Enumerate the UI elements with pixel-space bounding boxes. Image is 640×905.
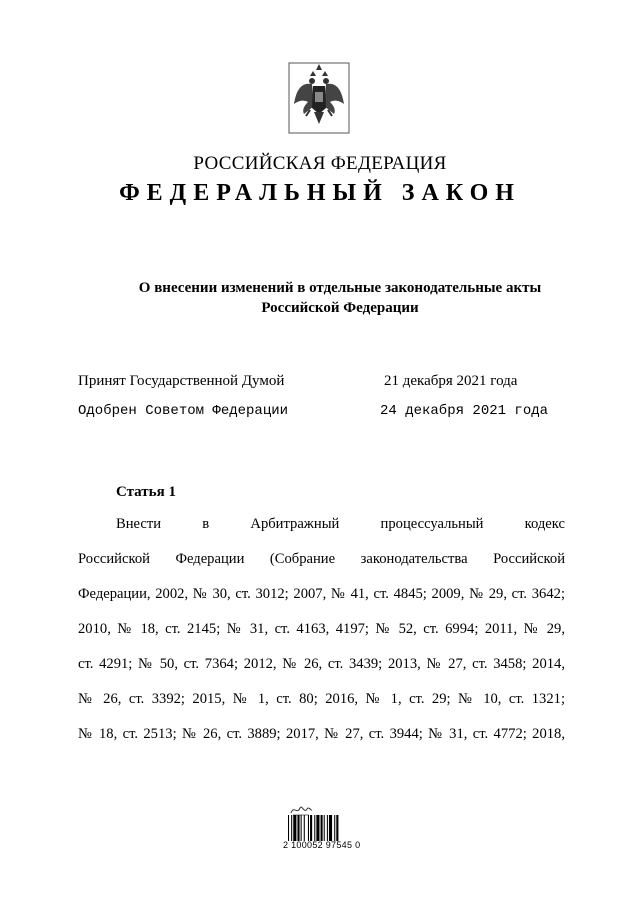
russian-coat-of-arms-icon (288, 62, 350, 134)
barcode-bar (301, 815, 302, 841)
barcode-bar (314, 815, 315, 841)
barcode-bar (297, 815, 299, 841)
law-title-line-1: О внесении изменений в отдельные законодательные акты (138, 280, 542, 296)
barcode-bar (327, 815, 328, 841)
barcode-bar (321, 815, 323, 841)
council-approval-date: 24 декабря 2021 года (380, 403, 549, 419)
barcode-bar (293, 815, 296, 841)
article-line: Российской Федерации (Собрание законодательства Российской (78, 551, 565, 567)
country-name: РОССИЙСКАЯ ФЕДЕРАЦИЯ (193, 153, 447, 174)
article-line: ст. 4291; № 50, ст. 7364; 2012, № 26, ст. 3439; 2013, № 27, ст. 3458; 2014, (78, 656, 565, 672)
article-line: № 26, ст. 3392; 2015, № 1, ст. 80; 2016, № 1, ст. 29; № 10, ст. 1321; (78, 691, 565, 707)
article-heading: Статья 1 (116, 484, 176, 500)
article-line: Федерации, 2002, № 30, ст. 3012; 2007, № 41, ст. 4845; 2009, № 29, ст. 3642; (78, 586, 565, 602)
law-title (100, 278, 580, 318)
article-line: 2010, № 18, ст. 2145; № 31, ст. 4163, 4197; № 52, ст. 6994; 2011, № 29, (78, 621, 565, 637)
duma-adoption-date: 21 декабря 2021 года (384, 373, 518, 389)
barcode-bar (304, 815, 305, 841)
duma-adoption-label: Принят Государственной Думой (78, 373, 285, 389)
barcode-bar (316, 815, 319, 841)
article-line: № 18, ст. 2513; № 26, ст. 3889; 2017, № 27, ст. 3944; № 31, ст. 4772; 2018, (78, 726, 565, 742)
article-line: Внести в Арбитражный процессуальный кодекс (116, 516, 565, 532)
barcode-bar (291, 815, 292, 841)
barcode-bar (288, 815, 289, 841)
barcode-bar (334, 815, 335, 841)
law-title-line-2: Российской Федерации (261, 300, 419, 316)
barcode-bar (308, 815, 309, 841)
barcode-bar (336, 815, 338, 841)
barcode-icon (288, 815, 358, 841)
barcode-bar (324, 815, 325, 841)
document-type: ФЕДЕРАЛЬНЫЙ ЗАКОН (119, 180, 521, 206)
barcode-bar (310, 815, 312, 841)
council-approval-label: Одобрен Советом Федерации (78, 403, 289, 419)
barcode-bar (329, 815, 332, 841)
barcode-number: 2 100052 97545 0 (283, 840, 361, 850)
